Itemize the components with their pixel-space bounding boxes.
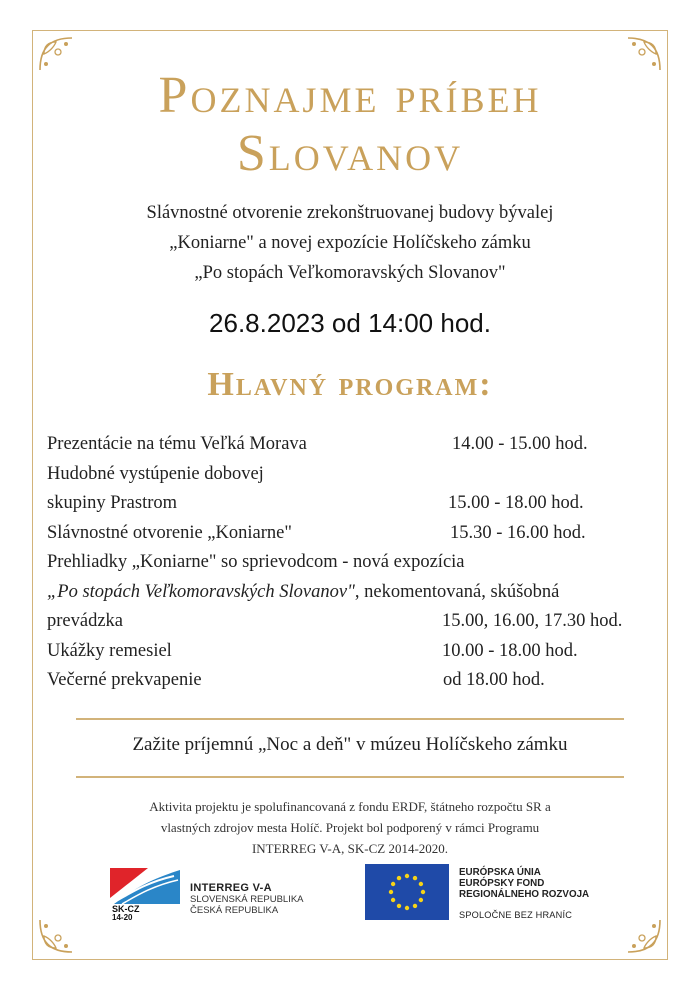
funding-line: INTERREG V-A, SK-CZ 2014-2020.	[251, 841, 449, 856]
program-item	[47, 548, 657, 578]
program-item-time: od 18.00 hod.	[443, 670, 545, 690]
eu-flag-icon	[365, 864, 449, 920]
program-item-text: Večerné prekvapenie	[47, 670, 202, 690]
eu-label: REGIONÁLNEHO ROZVOJA	[459, 889, 590, 900]
program-item-text: prevádzka	[47, 611, 124, 631]
intro-line: „Koniarne" a novej expozície Holíčskeho zámku	[169, 233, 531, 253]
program-item-text: Prezentácie na tému Veľká Morava	[47, 434, 307, 454]
program-item-text: skupiny Prastrom	[47, 493, 178, 513]
interreg-name: INTERREG V-A	[190, 882, 272, 894]
poster-title-line1: Poznajme príbeh	[158, 67, 542, 124]
program-item-time: 10.00 - 18.00 hod.	[442, 640, 578, 661]
intro-line: Slávnostné otvorenie zrekonštruovanej budovy bývalej	[146, 203, 554, 223]
program-item-time: 15.00, 16.00, 17.30 hod.	[442, 611, 623, 631]
divider	[76, 776, 624, 778]
interreg-mark-icon	[108, 864, 182, 920]
interreg-mark-years: 14-20	[112, 913, 133, 920]
interreg-country: SLOVENSKÁ REPUBLIKA	[190, 894, 304, 905]
eu-label: EURÓPSKA ÚNIA	[459, 867, 541, 878]
program-heading: Hlavný program:	[207, 366, 493, 403]
funding-note	[90, 796, 610, 859]
program-item	[47, 430, 657, 460]
program-item-text: , nekomentovaná, skúšobná	[354, 581, 560, 602]
program-item-time: 15.30 - 16.00 hod.	[450, 522, 586, 543]
interreg-mark-code: SK-CZ	[112, 904, 140, 914]
intro-line: „Po stopách Veľkomoravských Slovanov"	[194, 263, 506, 283]
tagline: Zažite príjemnú „Noc a deň" v múzeu Holíčskeho zámku	[132, 734, 568, 755]
funding-line: Aktivita projektu je spolufinancovaná z fondu ERDF, štátneho rozpočtu SR a	[149, 799, 551, 814]
program-item-time: 14.00 - 15.00 hod.	[452, 434, 588, 454]
corner-ornament-icon	[36, 916, 76, 956]
program-item-text: Slávnostné otvorenie „Koniarne"	[47, 522, 292, 543]
program-item	[47, 578, 657, 608]
interreg-country: ČESKÁ REPUBLIKA	[190, 905, 279, 916]
program-item	[47, 637, 657, 667]
eu-slogan: SPOLOČNE BEZ HRANÍC	[459, 910, 573, 920]
program-item	[47, 460, 657, 490]
event-intro	[0, 198, 700, 288]
program-item-text: Ukážky remesiel	[47, 640, 172, 661]
eu-label: EURÓPSKY FOND	[459, 878, 545, 889]
program-item-text: Hudobné vystúpenie dobovej	[47, 463, 264, 484]
divider	[76, 718, 624, 720]
poster-title-line2: Slovanov	[236, 125, 464, 182]
funding-line: vlastných zdrojov mesta Holíč. Projekt bol podporený v rámci Programu	[160, 820, 540, 835]
program-item-time: 15.00 - 18.00 hod.	[448, 493, 584, 513]
program-item	[47, 607, 657, 637]
program-item	[47, 519, 657, 549]
program-item	[47, 489, 657, 519]
program-list	[47, 430, 657, 696]
program-item-text: Prehliadky „Koniarne" so sprievodcom - nová expozícia	[47, 552, 465, 572]
corner-ornament-icon	[624, 916, 664, 956]
event-date: 26.8.2023 od 14:00 hod.	[209, 308, 491, 338]
eu-logo	[365, 864, 625, 924]
interreg-logo	[108, 864, 338, 922]
exhibition-name: „Po stopách Veľkomoravských Slovanov"	[47, 581, 355, 602]
program-item	[47, 666, 657, 696]
